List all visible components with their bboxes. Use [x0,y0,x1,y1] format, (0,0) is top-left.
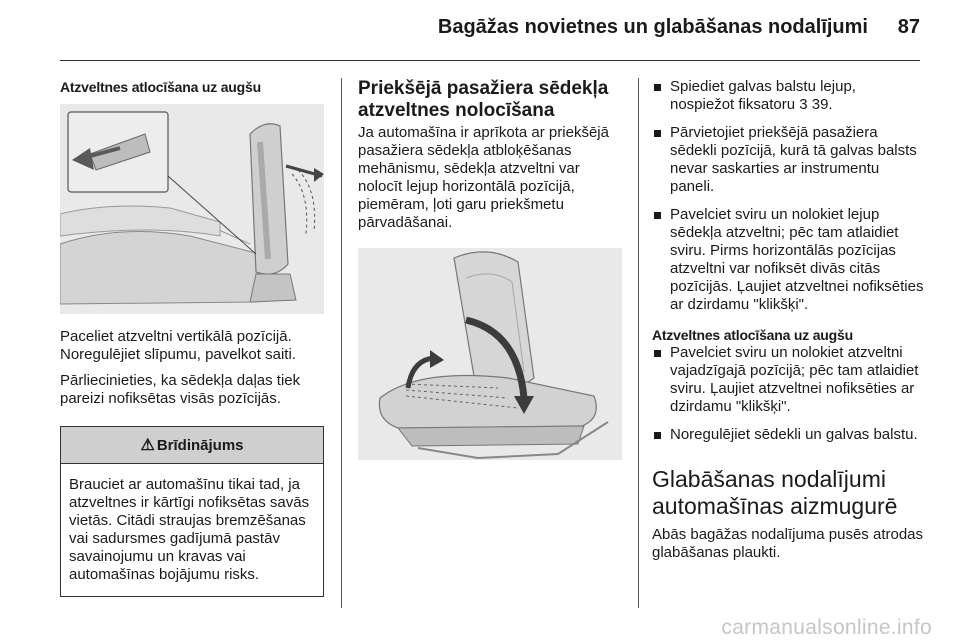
list-item: Noregulējiet sēdekli un galvas balstu. [652,426,924,444]
bullet-square-icon [654,212,661,219]
list-item: Pavelciet sviru un nolokiet lejup sēdekļa atzveltni; pēc tam atlaidiet sviru. Pirms horizontālās pozīcijas atzveltni var nofiksēt divās citās pozīcijās. Ļaujiet atzveltnei nofiksēties ar dzirdamu "klikšķi". [652,206,924,314]
paragraph-rear-storage: Abās bagāžas nodalījuma pusēs atrodas glabāšanas plaukti. [652,526,924,561]
rear-seat-illustration [60,104,324,314]
paragraph-check-locking: Pārliecinieties, ka sēdekļa daļas tiek pareizi nofiksētas visās pozīcijās. [60,372,301,407]
fold-down-steps [652,78,924,314]
page-header-title: Bagāžas novietnes un glabāšanas nodalījumi [437,16,868,38]
warning-box [60,426,324,597]
fold-up-steps [652,344,924,444]
column-1 [60,78,324,597]
front-seat-illustration [358,248,622,460]
bullet-square-icon [654,84,661,91]
column-divider-2 [638,78,639,608]
warning-header [61,427,323,464]
warning-title: Brīdinājums [156,436,244,454]
subheading-fold-up: Atzveltnes atlocīšana uz augšu [60,79,261,95]
rear-seat-drawing [60,104,324,314]
bullet-square-icon [654,432,661,439]
list-item: Pavelciet sviru un nolokiet atzveltni vajadzīgajā pozīcijā; pēc tam atlaidiet sviru. Ļaujiet atzveltnei nofiksēties ar dzirdamu "klikšķi". [652,344,924,416]
watermark-text: carmanualsonline.info [721,616,932,639]
paragraph-raise-backrest: Paceliet atzveltni vertikālā pozīcijā. Noregulējiet slīpumu, pavelkot saiti. [60,328,296,363]
column-3 [652,78,924,562]
column-2 [358,78,624,460]
list-item: Spiediet galvas balstu lejup, nospiežot fiksatoru 3 39. [652,78,924,114]
front-seat-drawing [358,248,622,460]
warning-text: Brauciet ar automašīnu tikai tad, ja atzveltnes ir kārtīgi nofiksētas savās vietās. Citādi straujas bremzēšanas vai sadursmes gadījumā pastāv savainojumu un kravas vai automašīnas bojājumu risks. [69,476,310,583]
bullet-square-icon [654,130,661,137]
bullet-square-icon [654,350,661,357]
heading-fold-front-seat: Priekšējā pasažiera sēdekļa atzveltnes nolocīšana [358,78,609,121]
heading-rear-storage: Glabāšanas nodalījumi automašīnas aizmugurē [652,466,898,519]
column-divider-1 [341,78,342,608]
list-item: Pārvietojiet priekšējā pasažiera sēdekli pozīcijā, kurā tā galvas balsts nevar saskarties ar instrumentu paneli. [652,124,924,196]
warning-triangle-icon: ⚠ [140,437,155,454]
page-number: 87 [897,16,920,38]
paragraph-front-seat-folding: Ja automašīna ir aprīkota ar priekšējā pasažiera sēdekļa atbloķēšanas mehānismu, sēdekļa atzveltni var nolocīt lejup horizontālā pozīcijā, piemēram, ļoti garu priekšmetu pārvadāšanai. [358,124,609,231]
header-divider [60,60,920,61]
subheading-fold-up-front: Atzveltnes atlocīšana uz augšu [652,327,853,343]
